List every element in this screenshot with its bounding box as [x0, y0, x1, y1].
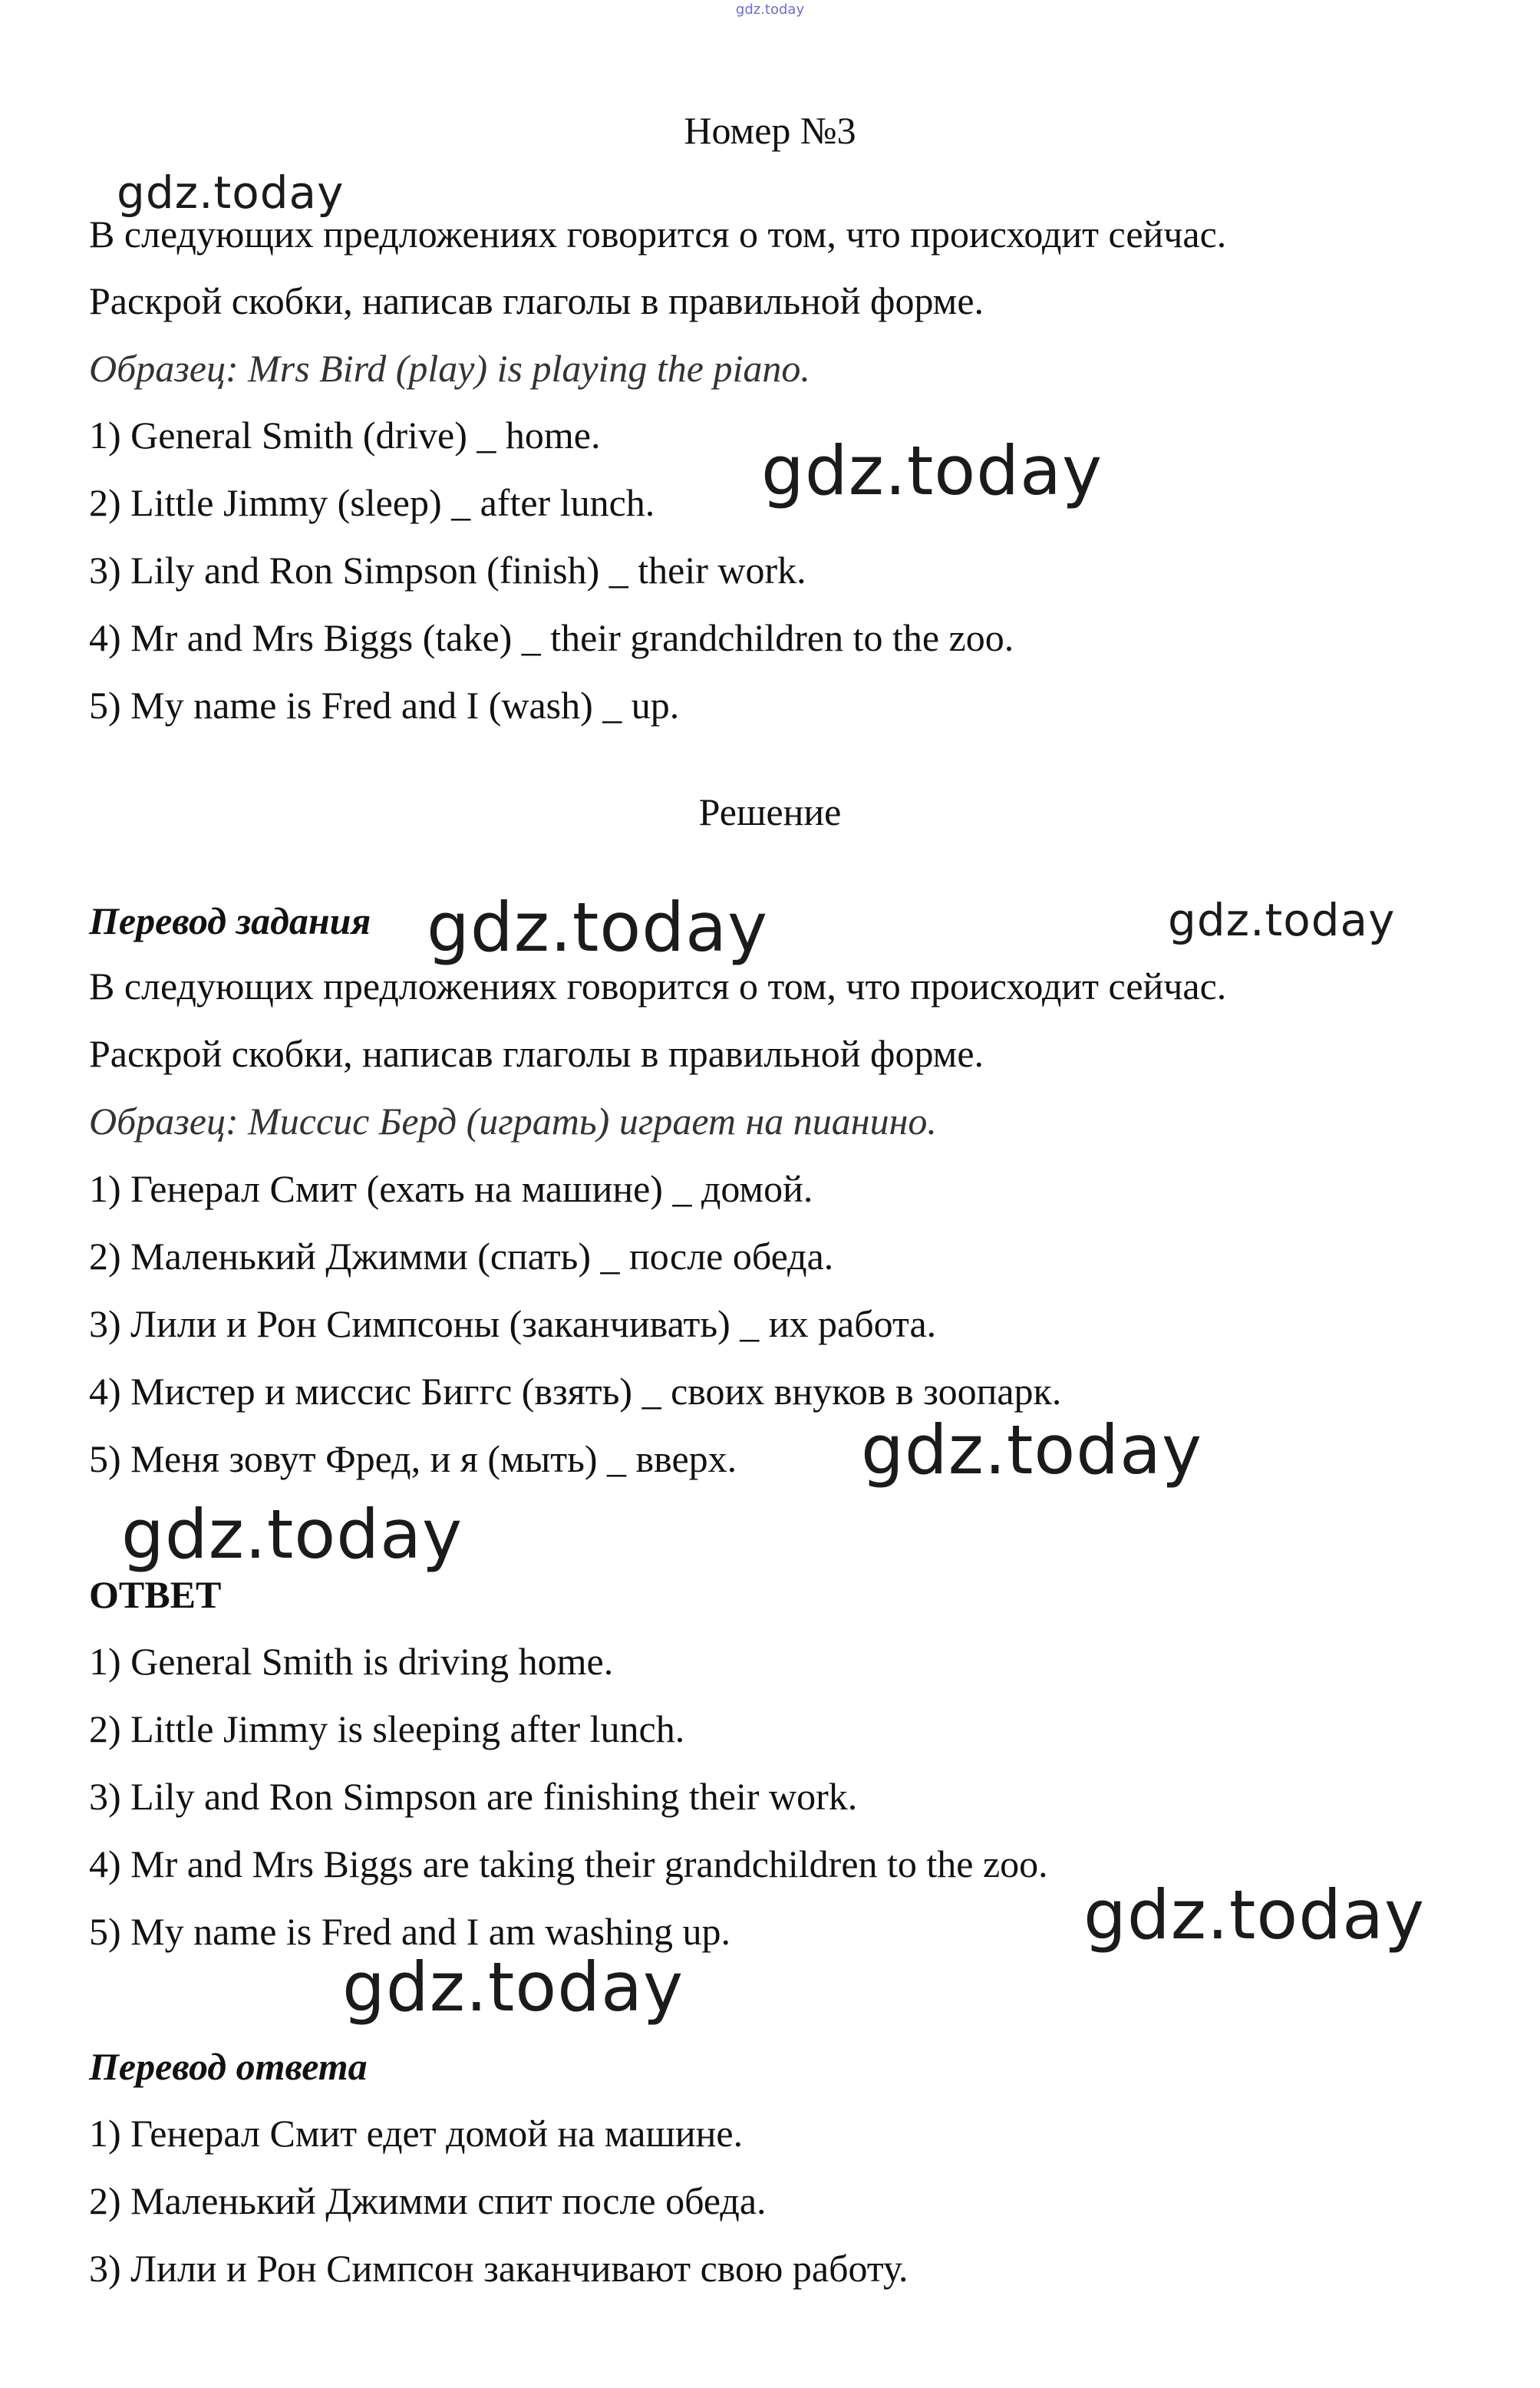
watermark: gdz.today	[427, 888, 769, 967]
task-item: 2) Little Jimmy (sleep) _ after lunch.	[89, 481, 655, 524]
answer-item: 2) Little Jimmy is sleeping after lunch.	[89, 1707, 685, 1750]
answer-item: 4) Mr and Mrs Biggs are taking their grandchildren to the zoo.	[89, 1842, 1048, 1885]
translation-item: 4) Мистер и миссис Биггс (взять) _ своих внуков в зоопарк.	[89, 1370, 1062, 1413]
watermark: gdz.today	[342, 1948, 684, 2027]
task-item: 1) General Smith (drive) _ home.	[89, 414, 601, 457]
task-sample: Образец: Mrs Bird (play) is playing the piano.	[89, 347, 810, 390]
translation-line-1: В следующих предложениях говорится о том, что происходит сейчас.	[89, 965, 1227, 1008]
translation-item: 3) Лили и Рон Симпсоны (заканчивать) _ их работа.	[89, 1302, 937, 1345]
translation-heading: Перевод задания	[89, 899, 371, 942]
task-instruction-line-1: В следующих предложениях говорится о том, что происходит сейчас.	[89, 213, 1227, 256]
page-title: Номер №3	[684, 109, 856, 152]
translation-item: 2) Маленький Джимми (спать) _ после обеда.	[89, 1235, 834, 1278]
task-item: 5) My name is Fred and I (wash) _ up.	[89, 684, 680, 727]
translation-line-2: Раскрой скобки, написав глаголы в правильной форме.	[89, 1032, 984, 1075]
translation-sample: Образец: Миссис Берд (играть) играет на пианино.	[89, 1100, 937, 1143]
watermark: gdz.today	[1168, 894, 1396, 946]
answer-heading: ОТВЕТ	[89, 1573, 222, 1616]
answer-item: 5) My name is Fred and I am washing up.	[89, 1910, 730, 1953]
watermark: gdz.today	[761, 431, 1103, 510]
solution-heading: Решение	[698, 790, 842, 833]
task-item: 4) Mr and Mrs Biggs (take) _ their grandchildren to the zoo.	[89, 616, 1014, 659]
translation-item: 1) Генерал Смит (ехать на машине) _ домой.	[89, 1167, 813, 1210]
answer-item: 1) General Smith is driving home.	[89, 1640, 614, 1683]
answer-translation-item: 2) Маленький Джимми спит после обеда.	[89, 2179, 767, 2222]
translation-item: 5) Меня зовут Фред, и я (мыть) _ вверх.	[89, 1437, 737, 1480]
watermark: gdz.today	[1083, 1875, 1426, 1954]
answer-translation-item: 1) Генерал Смит едет домой на машине.	[89, 2112, 744, 2155]
answer-translation-heading: Перевод ответа	[89, 2045, 368, 2088]
top-watermark: gdz.today	[735, 2, 805, 18]
task-item: 3) Lily and Ron Simpson (finish) _ their work.	[89, 549, 806, 592]
answer-item: 3) Lily and Ron Simpson are finishing their work.	[89, 1775, 858, 1818]
watermark: gdz.today	[861, 1410, 1203, 1489]
watermark: gdz.today	[117, 167, 345, 219]
task-instruction-line-2: Раскрой скобки, написав глаголы в правильной форме.	[89, 279, 984, 322]
watermark: gdz.today	[121, 1495, 463, 1574]
answer-translation-item: 3) Лили и Рон Симпсон заканчивают свою работу.	[89, 2247, 909, 2290]
